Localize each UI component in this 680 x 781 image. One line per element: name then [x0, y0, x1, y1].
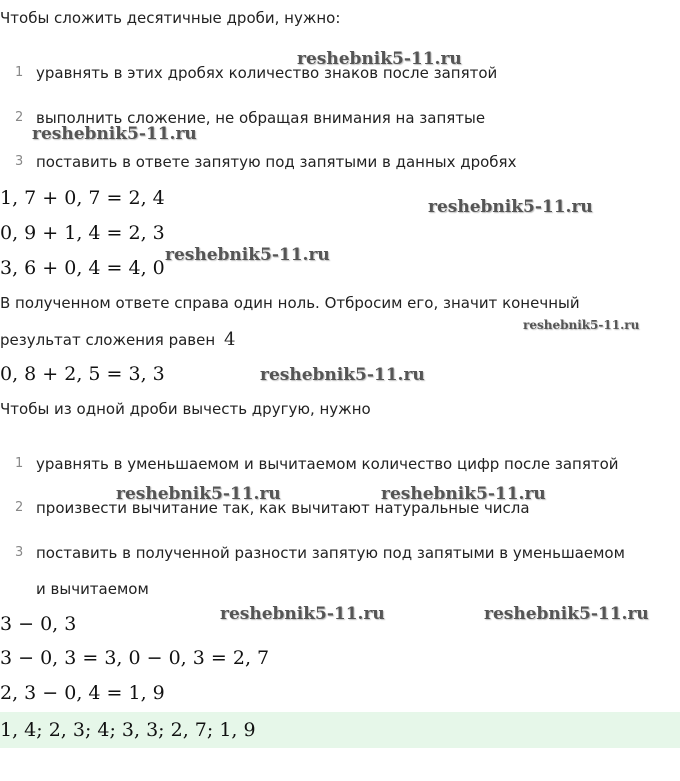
note-value: 4	[223, 329, 236, 350]
subtraction-step-1: уравнять в уменьшаемом и вычитаемом количество цифр после запятой	[36, 455, 619, 473]
addition-extra-example: 0, 8 + 2, 5 = 3, 3	[0, 363, 165, 385]
addition-example-3: 3, 6 + 0, 4 = 4, 0	[0, 257, 165, 279]
addition-example-1: 1, 7 + 0, 7 = 2, 4	[0, 187, 165, 209]
addition-step-2: выполнить сложение, не обращая внимания на запятые	[36, 109, 486, 127]
watermark: reshebnik5-11.ru	[260, 365, 425, 385]
addition-step-1: уравнять в этих дробях количество знаков после запятой	[36, 64, 498, 82]
note-line-1: В полученном ответе справа один ноль. Отбросим его, значит конечный	[0, 294, 580, 312]
step-number: 1	[15, 456, 24, 471]
addition-intro: Чтобы сложить десятичные дроби, нужно:	[0, 9, 341, 27]
watermark: reshebnik5-11.ru	[32, 124, 197, 144]
watermark: reshebnik5-11.ru	[165, 245, 330, 265]
note-text: результат сложения равен	[0, 331, 216, 349]
watermark: reshebnik5-11.ru	[428, 197, 593, 217]
subtraction-intro: Чтобы из одной дроби вычесть другую, нужно	[0, 400, 371, 418]
step-number: 3	[15, 154, 24, 169]
watermark: reshebnik5-11.ru	[220, 604, 385, 624]
watermark: reshebnik5-11.ru	[484, 604, 649, 624]
subtraction-example-1: 3 − 0, 3	[0, 613, 77, 635]
watermark: reshebnik5-11.ru	[381, 484, 546, 504]
addition-step-3: поставить в ответе запятую под запятыми в данных дробях	[36, 153, 517, 171]
step-number: 3	[15, 545, 24, 560]
subtraction-step-3-cont: и вычитаемом	[36, 580, 149, 598]
step-number: 2	[15, 110, 24, 125]
watermark: reshebnik5-11.ru	[523, 318, 640, 332]
answer-text: 1, 4; 2, 3; 4; 3, 3; 2, 7; 1, 9	[0, 719, 256, 741]
step-number: 2	[15, 500, 24, 515]
answer-box	[0, 712, 680, 748]
note-line-2	[0, 330, 235, 350]
subtraction-step-2: произвести вычитание так, как вычитают натуральные числа	[36, 499, 530, 517]
addition-example-2: 0, 9 + 1, 4 = 2, 3	[0, 222, 165, 244]
watermark: reshebnik5-11.ru	[116, 484, 281, 504]
step-number: 1	[15, 65, 24, 80]
watermark: reshebnik5-11.ru	[297, 49, 462, 69]
subtraction-example-3: 2, 3 − 0, 4 = 1, 9	[0, 682, 165, 704]
subtraction-step-3: поставить в полученной разности запятую под запятыми в уменьшаемом	[36, 544, 625, 562]
subtraction-example-2: 3 − 0, 3 = 3, 0 − 0, 3 = 2, 7	[0, 647, 270, 669]
